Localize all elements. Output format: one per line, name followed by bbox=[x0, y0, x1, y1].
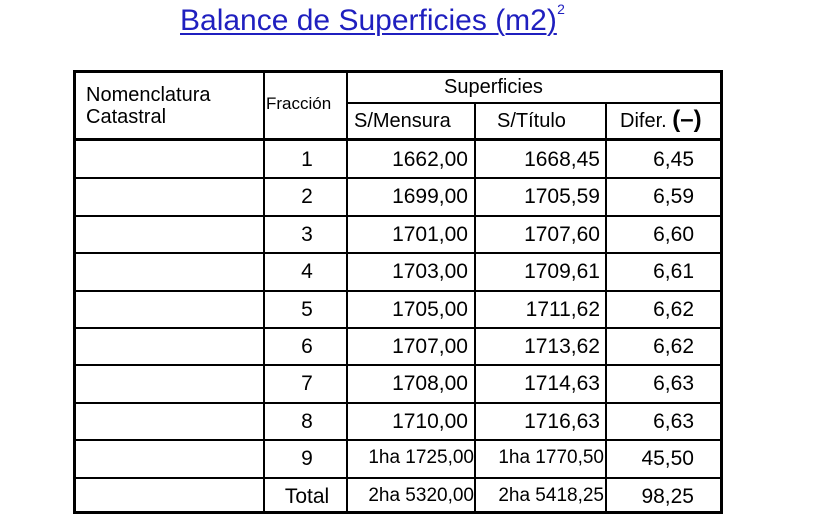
fraccion-cell: 8 bbox=[301, 409, 313, 433]
header-difer bbox=[620, 108, 702, 132]
difer-cell: 6,59 bbox=[653, 185, 694, 209]
mensura-cell: 1708,00 bbox=[392, 372, 468, 396]
fraccion-cell: 7 bbox=[301, 372, 313, 396]
superficies-underline bbox=[346, 102, 722, 104]
row-divider bbox=[73, 177, 723, 179]
table-border-left bbox=[73, 70, 76, 514]
difer-cell: 45,50 bbox=[641, 447, 694, 471]
mensura-cell: 1ha 1725,00 bbox=[368, 447, 474, 469]
difer-cell: 6,60 bbox=[653, 222, 694, 246]
header-fraccion: Fracción bbox=[266, 94, 332, 113]
fraccion-cell: 9 bbox=[301, 447, 313, 471]
titulo-cell: 1707,60 bbox=[524, 222, 600, 246]
header-nomenclatura-line1: Nomenclatura bbox=[86, 84, 211, 106]
row-divider bbox=[73, 477, 723, 479]
header-nomenclatura bbox=[86, 84, 211, 128]
row-divider bbox=[73, 439, 723, 441]
header-difer-label: Difer. bbox=[620, 110, 667, 132]
row-divider bbox=[73, 402, 723, 404]
header-s-mensura: S/Mensura bbox=[354, 110, 451, 132]
titulo-cell: 1709,61 bbox=[524, 260, 600, 284]
row-divider bbox=[73, 364, 723, 366]
fraccion-cell: 2 bbox=[301, 185, 313, 209]
titulo-cell: 1711,62 bbox=[525, 297, 600, 321]
titulo-cell: 1713,62 bbox=[524, 335, 600, 358]
titulo-cell: 1714,63 bbox=[524, 372, 600, 396]
row-divider bbox=[73, 252, 723, 254]
titulo-cell: 1ha 1770,50 bbox=[498, 447, 604, 469]
difer-cell: 6,63 bbox=[653, 409, 694, 433]
header-bottom-line bbox=[73, 138, 723, 141]
row-divider bbox=[73, 290, 723, 292]
header-difer-sign: (–) bbox=[672, 106, 702, 133]
mensura-cell: 1705,00 bbox=[392, 297, 468, 321]
mensura-cell: 1703,00 bbox=[392, 260, 468, 284]
row-divider bbox=[73, 327, 723, 329]
mensura-cell: 2ha 5320,00 bbox=[368, 484, 474, 506]
page-title bbox=[180, 1, 565, 40]
mensura-cell: 1701,00 bbox=[392, 222, 468, 246]
fraccion-cell: 1 bbox=[301, 148, 313, 171]
title-text: Balance de Superficies (m2) bbox=[180, 4, 557, 37]
fraccion-cell: 6 bbox=[301, 335, 313, 358]
fraccion-cell: 4 bbox=[301, 260, 313, 284]
table-border-bottom bbox=[73, 511, 723, 514]
difer-cell: 6,62 bbox=[653, 335, 694, 358]
mensura-cell: 1699,00 bbox=[392, 185, 468, 209]
difer-cell: 6,62 bbox=[653, 297, 694, 321]
titulo-cell: 2ha 5418,25 bbox=[498, 484, 604, 506]
fraccion-cell: 3 bbox=[301, 222, 313, 246]
title-mark: 2 bbox=[557, 1, 565, 17]
total-label: Total bbox=[284, 484, 330, 508]
fraccion-cell: 5 bbox=[301, 297, 313, 321]
header-nomenclatura-line2: Catastral bbox=[86, 106, 167, 128]
titulo-cell: 1668,45 bbox=[524, 148, 600, 171]
difer-cell: 6,61 bbox=[653, 260, 694, 284]
row-divider bbox=[73, 215, 723, 217]
table-border-right bbox=[720, 70, 723, 514]
titulo-cell: 1705,59 bbox=[524, 185, 600, 209]
table-border-top bbox=[73, 70, 723, 73]
mensura-cell: 1710,00 bbox=[392, 409, 468, 433]
difer-cell: 6,63 bbox=[653, 372, 694, 396]
difer-cell: 98,25 bbox=[641, 484, 694, 508]
mensura-cell: 1707,00 bbox=[392, 335, 468, 358]
mensura-cell: 1662,00 bbox=[392, 148, 468, 171]
header-s-titulo: S/Título bbox=[497, 110, 566, 132]
titulo-cell: 1716,63 bbox=[524, 409, 600, 433]
difer-cell: 6,45 bbox=[653, 148, 694, 171]
header-superficies: Superficies bbox=[444, 76, 543, 98]
